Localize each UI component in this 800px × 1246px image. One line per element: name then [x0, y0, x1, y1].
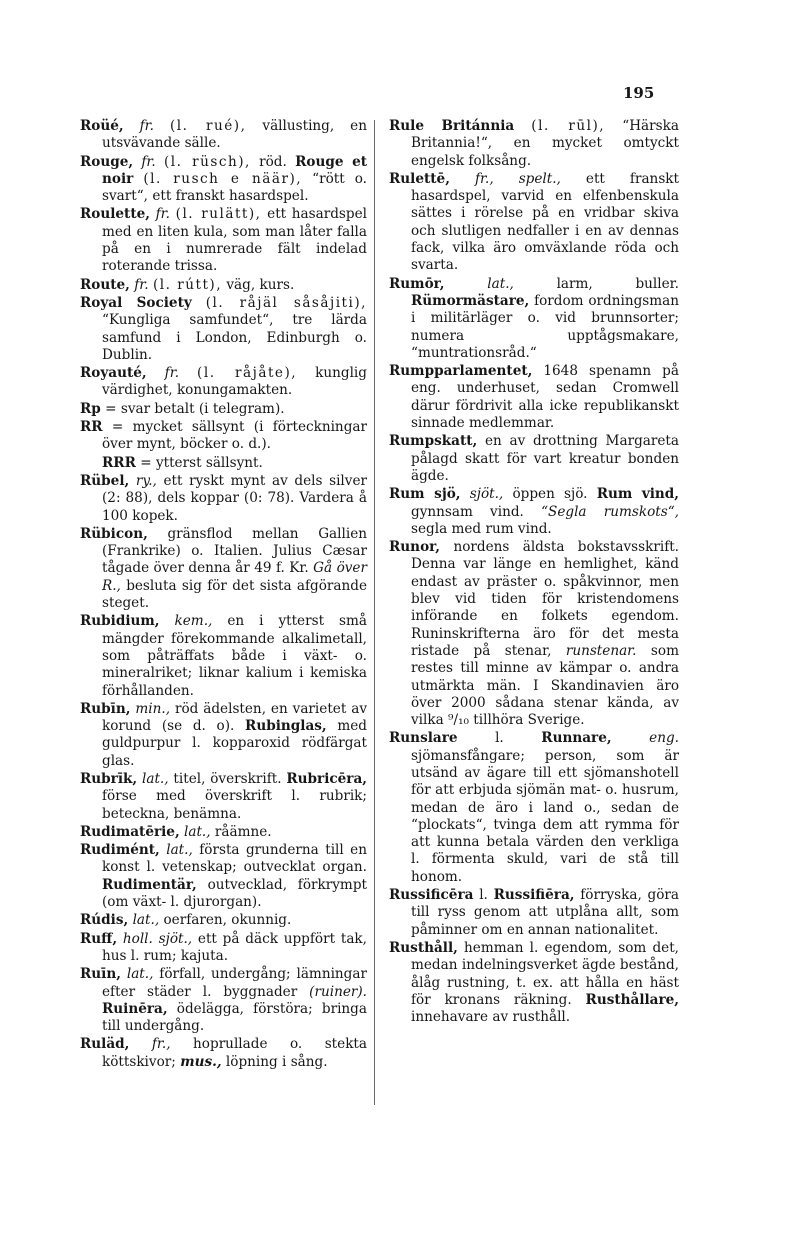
grammar-note: holl. sjöt., — [122, 930, 193, 947]
pronunciation: (l. rulätt), — [175, 206, 262, 223]
definition: ett ryskt mynt av dels silver (2: 88), dels koppar (0: 78). Vardera å 100 kopek. — [102, 472, 367, 524]
pronunciation: (l. råjåte), — [197, 365, 298, 382]
grammar-note: kem., — [174, 613, 213, 630]
grammar-note: min., — [135, 700, 171, 717]
definition: ett franskt hasardspel, varvid en elfenbenskula sättes i rörelse på en vridbar skiva och slutligen nedfaller i en av dennas fack, vilka äro omväxlande röda och svarta. — [411, 170, 679, 274]
definition: förryska, göra till ryss genom att utplåna allt, som påminner om en annan nationalitet. — [411, 887, 680, 938]
headword: Rübel, — [80, 472, 130, 489]
definition: innehavare av rusthåll. — [411, 1009, 571, 1026]
headword: Rulettē, — [389, 170, 450, 187]
pronunciation: (l. rusch e näär), — [143, 170, 303, 187]
column-divider — [374, 120, 375, 1105]
definition: segla med rum vind. — [411, 520, 552, 537]
sub-headword: mus., — [180, 1053, 222, 1070]
headword: Rubīn, — [80, 700, 131, 717]
quoted-phrase: (ruiner). — [309, 983, 367, 1000]
headword: Rusthåll, — [389, 939, 458, 956]
grammar-note: fr. — [134, 276, 149, 293]
headword: Rp — [80, 400, 101, 417]
dictionary-entry — [80, 771, 367, 823]
definition: kunglig värdighet, konungamakten. — [102, 365, 367, 399]
definition: hemman l. egendom, som det, medan indelningsverket ägde bestånd, ålåg rustning, t. ex. att hålla en häst för kronans räkning. — [411, 939, 679, 1008]
definition: ett hasardspel med en liten kula, som man låter falla på en i numrerade fält indelad roterande trissa. — [102, 206, 367, 275]
dictionary-entry — [80, 701, 367, 770]
dictionary-entry — [389, 433, 679, 485]
definition: “Kungliga samfundet“, tre lärda samfund i London, Edinburgh o. Dublin. — [102, 312, 367, 363]
dictionary-entry — [80, 154, 367, 206]
dictionary-entry — [80, 931, 367, 966]
headword: Roulette, — [80, 206, 150, 223]
definition: sjömansfångare; person, som är utsänd av ägare till ett sjömanshotell för att erbjuda sjömän mat- o. husrum, medan de äro i land o., sedan de “plockats“, tvinga dem att rymma för att kunna betala värden den verkliga l. förmenta skuld, vari de stå till honom. — [411, 747, 679, 885]
definition: “rött o. svart“, ett franskt hasardspel. — [102, 170, 367, 205]
pronunciation: (l. rūl), — [531, 118, 606, 134]
sub-headword: Rümormästare, — [411, 292, 530, 309]
dictionary-entry — [80, 365, 367, 400]
headword: Rumpparlamentet, — [389, 363, 533, 380]
definition: fordom ordningsman i militärläger o. vid brunnsorter; numera upptågsmakare, “muntrationsråd.“ — [411, 292, 679, 361]
grammar-note: lat., — [166, 842, 193, 859]
dictionary-entry — [80, 966, 367, 1035]
quoted-phrase: Gå över R., — [102, 560, 367, 594]
headword: Rumpskatt, — [389, 433, 478, 450]
definition: röd. — [259, 153, 287, 170]
pronunciation: (l. råjäl såsåjiti), — [205, 294, 367, 311]
sub-headword: Rubricēra, — [286, 770, 368, 787]
grammar-note: fr., spelt., — [474, 170, 561, 187]
headword: Royauté, — [80, 365, 147, 382]
definition: råämne. — [214, 823, 272, 840]
headword: Rule Británnia — [389, 118, 515, 134]
headword: Rúdis, — [80, 912, 129, 929]
dictionary-entry — [80, 206, 367, 275]
definition: hoprullade o. stekta köttskivor; — [102, 1036, 367, 1070]
sub-headword: Runnare, — [541, 730, 612, 747]
headword: Runor, — [389, 539, 441, 556]
pronunciation: (l. rútt), — [152, 276, 223, 293]
headword: Rübicon, — [80, 525, 148, 542]
grammar-note: eng. — [649, 730, 679, 747]
definition: första grunderna till en konst l. vetenskap; outvecklat organ. — [102, 842, 367, 876]
dictionary-entry — [389, 887, 679, 939]
grammar-note: lat., — [487, 275, 514, 292]
definition: röd ädelsten, en varietet av korund (se d. o). — [102, 700, 367, 735]
definition: gynnsam vind. — [411, 503, 524, 520]
grammar-note: sjöt., — [469, 486, 504, 503]
definition: “Härska Britannia!“, en mycket omtyckt engelsk folksång. — [411, 118, 679, 169]
dictionary-entry — [389, 118, 679, 170]
definition: en i ytterst små mängder förekommande alkalimetall, som påträffats både i växt- o. mineralriket; liknar kalium i kemiska förhållanden. — [102, 613, 367, 699]
sub-headword: Rubinglas, — [245, 718, 327, 735]
dictionary-entry — [80, 401, 367, 418]
grammar-note: fr. — [155, 206, 170, 223]
definition: förfall, undergång; lämningar efter städer l. byggnader — [102, 966, 367, 1000]
headword: Roüé, — [80, 118, 124, 134]
definition: l. — [479, 887, 488, 904]
definition: l. — [495, 730, 504, 747]
quoted-phrase: “Segla rumskots“, — [541, 503, 679, 520]
definition: löpning i sång. — [225, 1053, 328, 1070]
dictionary-entry — [389, 940, 679, 1026]
sub-headword: Rusthållare, — [585, 991, 679, 1008]
sub-headword: Rum vind, — [596, 486, 680, 503]
headword: RRR — [102, 454, 136, 471]
definition: = mycket sällsynt (i förteckningar över mynt, böcker o. d.). — [102, 419, 367, 453]
definition: ett på däck uppfört tak, hus l. rum; kajuta. — [102, 930, 367, 964]
page-number: 195 — [623, 84, 655, 102]
grammar-note: fr. — [141, 153, 156, 170]
sub-headword: Ruinēra, — [102, 1000, 168, 1017]
definition: som restes till minne av kämpar o. andra utmärkta män. I Skandinavien äro över 2000 sådana stenar kända, av vilka ⁹/₁₀ tillhöra Sverige. — [411, 642, 679, 729]
dictionary-entry — [80, 912, 367, 929]
grammar-note: lat., — [142, 770, 169, 787]
grammar-note: fr. — [164, 365, 180, 382]
headword: Rubidium, — [80, 613, 160, 630]
sub-headword: Rouge et noir — [102, 153, 368, 187]
definition: ödelägga, förstöra; bringa till undergång. — [102, 1000, 367, 1035]
definition: öppen sjö. — [512, 486, 588, 503]
definition: besluta sig för det sista afgörande steget. — [102, 577, 367, 612]
right-column — [389, 118, 679, 1027]
grammar-note: lat., — [126, 966, 154, 983]
pronunciation: (l. rué), — [170, 118, 247, 134]
dictionary-entry — [80, 613, 367, 699]
quoted-phrase: runstenar. — [565, 642, 637, 659]
definition: = svar betalt (i telegram). — [105, 400, 285, 417]
dictionary-entry — [80, 277, 367, 294]
definition: = ytterst sällsynt. — [140, 454, 263, 471]
headword: Runslare — [389, 730, 458, 747]
dictionary-entry — [80, 118, 367, 153]
dictionary-entry — [80, 526, 367, 612]
definition: outvecklad, förkrympt (om växt- l. djurorgan). — [102, 876, 367, 911]
headword: Royal Society — [80, 294, 192, 311]
headword: Rumōr, — [389, 275, 445, 292]
dictionary-entry — [80, 295, 367, 364]
headword: Rum sjö, — [389, 486, 461, 503]
dictionary-entry — [389, 486, 679, 538]
grammar-note: ry., — [135, 472, 157, 489]
definition: larm, buller. — [556, 275, 679, 292]
headword: Rouge, — [80, 153, 134, 170]
grammar-note: lat., — [184, 823, 211, 840]
dictionary-entry — [389, 730, 679, 886]
headword: Ruīn, — [80, 966, 121, 983]
definition: en av drottning Margareta pålagd skatt för vart kreatur bonden ägde. — [411, 433, 679, 484]
grammar-note: fr. — [139, 118, 154, 134]
definition: 1648 spenamn på eng. underhuset, sedan Cromwell därur fördrivit alla icke republikanskt sinnade medlemmar. — [411, 363, 679, 432]
definition: titel, överskrift. — [173, 770, 282, 787]
dictionary-entry — [389, 363, 679, 432]
headword: Route, — [80, 276, 130, 293]
pronunciation: (l. rüsch), — [163, 153, 251, 170]
definition: med guldpurpur l. kopparoxid rödfärgat glas. — [102, 718, 367, 769]
dictionary-entry — [80, 824, 367, 841]
dictionary-entry — [80, 473, 367, 525]
dictionary-entry — [389, 276, 679, 362]
definition: vällusting, en utsvävande sälle. — [102, 118, 367, 152]
dictionary-entry — [80, 419, 367, 454]
dictionary-entry — [80, 1036, 367, 1071]
headword: Rudimént, — [80, 842, 160, 859]
grammar-note: lat., — [132, 912, 160, 929]
headword: Russificēra — [389, 887, 474, 904]
definition: väg, kurs. — [226, 276, 295, 293]
sub-headword: Rudimentär, — [102, 876, 197, 893]
definition: gränsflod mellan Gallien (Frankrike) o. Italien. Julius Cæsar tågade över denna år 49 f. Kr. — [102, 525, 367, 577]
headword: Rubrīk, — [80, 770, 138, 787]
dictionary-entry — [80, 455, 367, 472]
definition: nordens äldsta bokstavsskrift. Denna var länge en hemlighet, känd endast av präster o. spåkvinnor, men blev vid tiden för kristendomens införande en folkets egendom. Runinskrifterna äro för det mesta ristade på stenar, — [411, 539, 680, 659]
definition: förse med överskrift l. rubrik; beteckna, benämna. — [102, 788, 367, 822]
sub-headword: Russifiēra, — [493, 887, 575, 904]
dictionary-entry — [80, 842, 367, 911]
grammar-note: fr., — [151, 1036, 171, 1053]
definition: oerfaren, okunnig. — [163, 912, 292, 929]
headword: Rudimatērie, — [80, 823, 180, 840]
headword: RR — [80, 419, 103, 436]
headword: Ruläd, — [80, 1036, 130, 1053]
dictionary-entry — [389, 539, 679, 729]
left-column — [80, 118, 367, 1072]
headword: Ruff, — [80, 930, 118, 947]
dictionary-entry — [389, 171, 679, 275]
